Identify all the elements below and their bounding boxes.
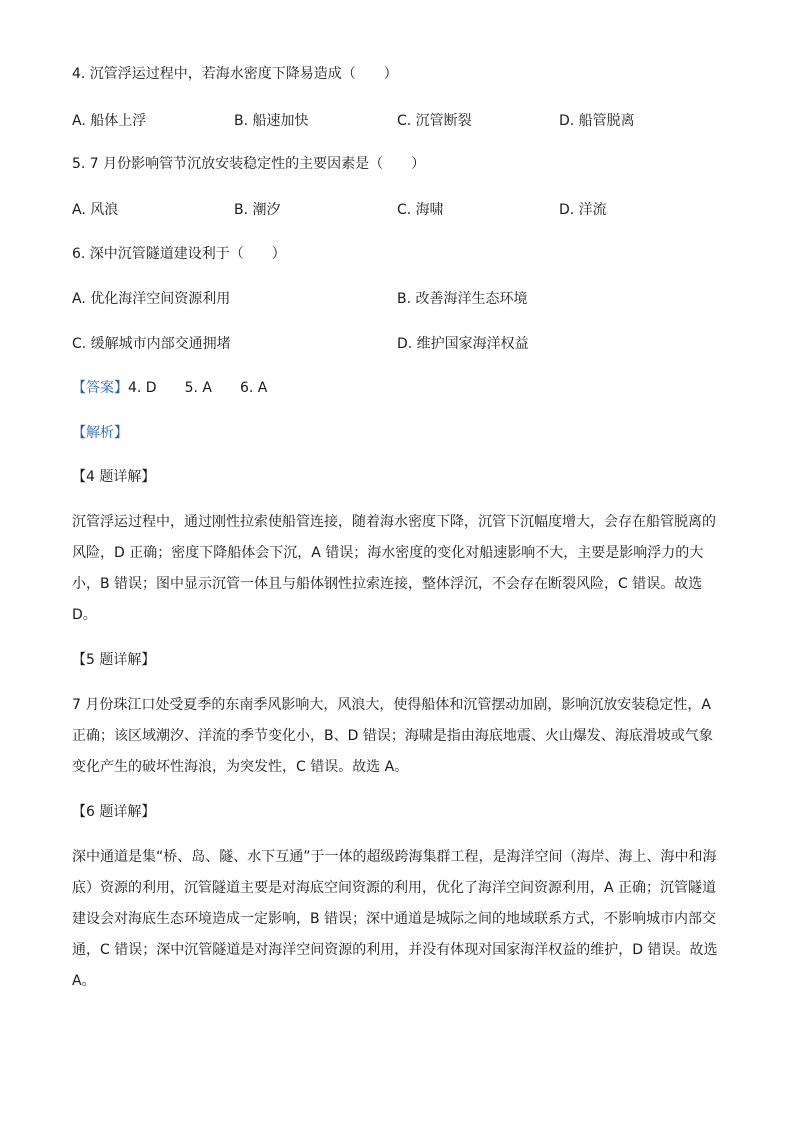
detail-4-line: 风险，D 正确；密度下降船体会下沉，A 错误；海水密度的变化对船速影响不大，主要是影响浮力的大 xyxy=(72,545,704,561)
question-4-option-d: D. 船管脱离 xyxy=(559,113,635,129)
detail-6-line: 通，C 错误；深中沉管隧道是对海洋空间资源的利用，并没有体现对国家海洋权益的维护，D 错误。故选 xyxy=(72,942,718,958)
detail-4-tag: 【4 题详解】 xyxy=(72,469,156,485)
analysis-tag: 【解析】 xyxy=(72,425,128,441)
detail-6-line: A。 xyxy=(72,973,96,989)
question-4-option-a: A. 船体上浮 xyxy=(72,113,147,129)
question-5-option-c: C. 海啸 xyxy=(397,202,444,218)
detail-4-line: 小，B 错误；图中显示沉管一体且与船体钢性拉索连接，整体浮沉，不会存在断裂风险，C 错误。故选 xyxy=(72,576,703,592)
question-6-option-c: C. 缓解城市内部交通拥堵 xyxy=(72,336,231,352)
detail-6-line: 底）资源的利用，沉管隧道主要是对海底空间资源的利用，优化了海洋空间资源利用，A 正确；沉管隧道 xyxy=(72,880,717,896)
question-6-option-b: B. 改善海洋生态环境 xyxy=(397,291,528,307)
question-5-option-d: D. 洋流 xyxy=(559,202,607,218)
answer-line xyxy=(72,378,267,398)
detail-4-line: 沉管浮运过程中，通过刚性拉索使船管连接，随着海水密度下降，沉管下沉幅度增大，会存在船管脱离的 xyxy=(72,514,716,530)
detail-5-tag: 【5 题详解】 xyxy=(72,652,156,668)
question-4-option-c: C. 沉管断裂 xyxy=(397,113,472,129)
detail-5-line: 正确；该区域潮汐、洋流的季节变化小，B、D 错误；海啸是指由海底地震、火山爆发、海底滑坡或气象 xyxy=(72,728,713,744)
question-4-option-b: B. 船速加快 xyxy=(234,113,309,129)
detail-6-line: 深中通道是集“桥、岛、隧、水下互通”于一体的超级跨海集群工程，是海洋空间（海岸、海上、海中和海 xyxy=(72,849,717,865)
question-5-option-a: A. 风浪 xyxy=(72,202,119,218)
detail-6-line: 建设会对海底生态环境造成一定影响，B 错误；深中通道是城际之间的地域联系方式，不影响城市内部交 xyxy=(72,911,717,927)
detail-6-body xyxy=(72,842,720,997)
question-5-stem: 5. 7 月份影响管节沉放安装稳定性的主要因素是（ ） xyxy=(72,156,426,172)
question-4-stem: 4. 沉管浮运过程中，若海水密度下降易造成（ ） xyxy=(72,66,398,82)
question-6-option-d: D. 维护国家海洋权益 xyxy=(397,336,529,352)
question-6-stem: 6. 深中沉管隧道建设利于（ ） xyxy=(72,246,286,262)
answer-text: 4. D 5. A 6. A xyxy=(128,380,268,396)
detail-6-tag: 【6 题详解】 xyxy=(72,804,156,820)
answer-tag: 【答案】 xyxy=(72,380,128,396)
detail-5-line: 7 月份珠江口处受夏季的东南季风影响大，风浪大，使得船体和沉管摆动加剧，影响沉放安装稳定性，A xyxy=(72,697,711,713)
detail-4-body xyxy=(72,507,720,631)
question-6-option-a: A. 优化海洋空间资源利用 xyxy=(72,291,231,307)
question-5-option-b: B. 潮汐 xyxy=(234,202,281,218)
detail-5-body xyxy=(72,690,720,783)
detail-5-line: 变化产生的破坏性海浪，为突发性，C 错误。故选 A。 xyxy=(72,759,409,775)
detail-4-line: D。 xyxy=(72,607,97,623)
